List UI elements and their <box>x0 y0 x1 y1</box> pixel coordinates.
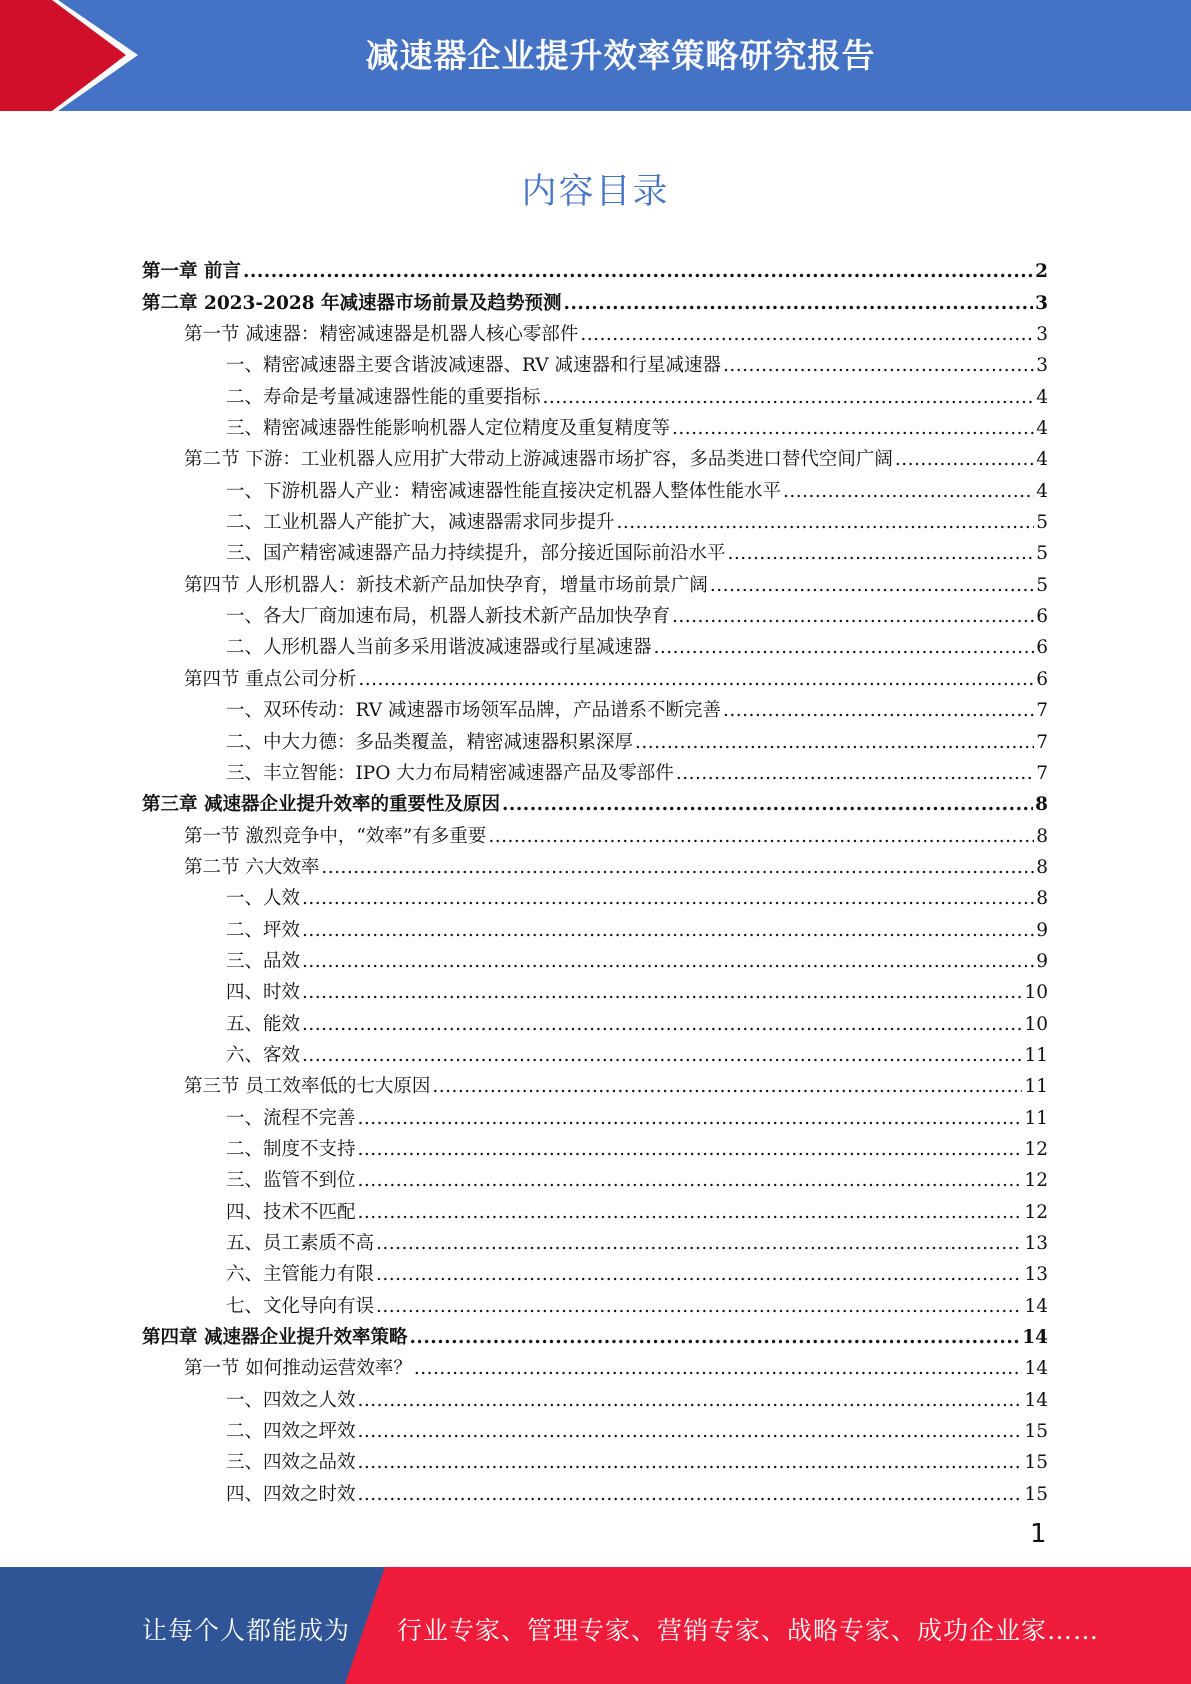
toc-entry[interactable] <box>142 1099 1048 1130</box>
toc-entry[interactable] <box>142 253 1048 284</box>
toc-entry-label: 一、双环传动：RV 减速器市场领军品牌，产品谱系不断完善 <box>226 700 722 722</box>
toc-leader-dots <box>358 1451 1023 1475</box>
toc-entry-label: 一、人效 <box>226 888 301 910</box>
toc-entry[interactable] <box>142 1162 1048 1193</box>
toc-entry[interactable] <box>142 1225 1048 1256</box>
toc-leader-dots <box>302 1044 1022 1068</box>
toc-entry-page: 11 <box>1024 1044 1048 1066</box>
toc-entry-label: 第四节 重点公司分析 <box>184 668 357 690</box>
toc-entry-label: 一、流程不完善 <box>226 1107 356 1129</box>
toc-entry-page: 9 <box>1036 950 1048 972</box>
toc-leader-dots <box>302 1013 1022 1037</box>
toc-entry[interactable] <box>142 849 1048 880</box>
toc-entry-label: 二、坪效 <box>226 919 301 941</box>
toc-leader-dots <box>543 386 1035 410</box>
toc-entry-page: 5 <box>1036 574 1048 596</box>
footer-slogan-right: 行业专家、管理专家、营销专家、战略专家、成功企业家…… <box>397 1616 1100 1645</box>
toc-entry[interactable] <box>142 629 1048 660</box>
toc-entry[interactable] <box>142 1005 1048 1036</box>
toc-entry-label: 二、工业机器人产能扩大，减速器需求同步提升 <box>226 512 615 534</box>
toc-entry-page: 7 <box>1036 731 1048 753</box>
toc-entry-label: 二、四效之坪效 <box>226 1421 356 1443</box>
toc-entry-label: 一、各大厂商加速布局，机器人新技术新产品加快孕育 <box>226 606 671 628</box>
toc-entry-label: 三、监管不到位 <box>226 1170 356 1192</box>
toc-entry-page: 10 <box>1024 1013 1048 1035</box>
toc-entry-page: 3 <box>1036 324 1048 346</box>
toc-leader-dots <box>488 825 1034 849</box>
toc-leader-dots <box>502 793 1033 817</box>
toc-entry-label: 第二章 2023-2028 年减速器市场前景及趋势预测 <box>142 292 562 314</box>
toc-entry[interactable] <box>142 943 1048 974</box>
toc-entry-label: 一、四效之人效 <box>226 1389 356 1411</box>
toc-leader-dots <box>302 950 1034 974</box>
toc-entry[interactable] <box>142 1319 1048 1350</box>
toc-entry-label: 三、国产精密减速器产品力持续提升，部分接近国际前沿水平 <box>226 543 726 565</box>
toc-entry-page: 6 <box>1036 606 1048 628</box>
toc-entry[interactable] <box>142 410 1048 441</box>
toc-entry[interactable] <box>142 1193 1048 1224</box>
toc-entry[interactable] <box>142 598 1048 629</box>
toc-entry-page: 6 <box>1036 637 1048 659</box>
toc-entry-label: 三、丰立智能：IPO 大力布局精密减速器产品及零部件 <box>226 762 674 784</box>
toc-entry[interactable] <box>142 316 1048 347</box>
toc-entry-page: 4 <box>1036 386 1048 408</box>
toc-entry-page: 8 <box>1036 825 1048 847</box>
toc-leader-dots <box>302 887 1034 911</box>
toc-leader-dots <box>723 699 1034 723</box>
toc-entry-page: 15 <box>1024 1421 1048 1443</box>
toc-entry[interactable] <box>142 566 1048 597</box>
toc-entry-page: 3 <box>1036 355 1048 377</box>
toc-entry-label: 一、精密减速器主要含谐波减速器、RV 减速器和行星减速器 <box>226 355 722 377</box>
toc-heading: 内容目录 <box>521 172 670 212</box>
footer-slogan-left: 让每个人都能成为 <box>142 1616 351 1645</box>
toc-entry[interactable] <box>142 911 1048 942</box>
toc-entry-label: 二、寿命是考量减速器性能的重要指标 <box>226 386 541 408</box>
footer-banner <box>0 1567 1191 1684</box>
toc-entry-label: 五、能效 <box>226 1013 301 1035</box>
toc-entry[interactable] <box>142 974 1048 1005</box>
toc-entry[interactable] <box>142 1256 1048 1287</box>
toc-leader-dots <box>564 292 1034 316</box>
toc-entry[interactable] <box>142 441 1048 472</box>
toc-entry-page: 3 <box>1035 292 1048 314</box>
toc-entry[interactable] <box>142 504 1048 535</box>
toc-entry-page: 15 <box>1024 1452 1048 1474</box>
toc-entry-page: 9 <box>1036 919 1048 941</box>
toc-entry[interactable] <box>142 347 1048 378</box>
toc-entry-page: 10 <box>1024 982 1048 1004</box>
toc-leader-dots <box>617 511 1035 535</box>
toc-entry-label: 第一节 减速器：精密减速器是机器人核心零部件 <box>184 324 579 346</box>
toc-entry-page: 8 <box>1036 888 1048 910</box>
toc-entry-label: 第一节 激烈竞争中，“效率”有多重要 <box>184 825 487 847</box>
toc-leader-dots <box>672 605 1034 629</box>
toc-entry-label: 二、中大力德：多品类覆盖，精密减速器积累深厚 <box>226 731 634 753</box>
toc-entry[interactable] <box>142 1413 1048 1444</box>
toc-entry[interactable] <box>142 1037 1048 1068</box>
toc-entry-label: 四、技术不匹配 <box>226 1201 356 1223</box>
toc-entry-page: 11 <box>1024 1107 1048 1129</box>
page-number: 1 <box>1030 1519 1047 1549</box>
toc-leader-dots <box>358 1389 1023 1413</box>
toc-entry-label: 六、主管能力有限 <box>226 1264 375 1286</box>
toc-entry-page: 11 <box>1024 1076 1048 1098</box>
toc-entry-page: 12 <box>1024 1201 1048 1223</box>
toc-leader-dots <box>672 417 1034 441</box>
toc-entry-page: 4 <box>1036 418 1048 440</box>
toc-entry-page: 7 <box>1036 700 1048 722</box>
toc-entry[interactable] <box>142 378 1048 409</box>
toc-entry[interactable] <box>142 1350 1048 1381</box>
toc-leader-dots <box>895 448 1034 472</box>
toc-entry[interactable] <box>142 880 1048 911</box>
toc-entry-label: 一、下游机器人产业：精密减速器性能直接决定机器人整体性能水平 <box>226 480 782 502</box>
toc-leader-dots <box>358 1107 1023 1131</box>
toc-leader-dots <box>414 1357 1023 1381</box>
toc-leader-dots <box>409 1326 1020 1350</box>
toc-leader-dots <box>302 981 1022 1005</box>
toc-entry-label: 二、制度不支持 <box>226 1138 356 1160</box>
toc-entry[interactable] <box>142 692 1048 723</box>
toc-entry[interactable] <box>142 1287 1048 1318</box>
toc-entry[interactable] <box>142 723 1048 754</box>
toc-entry[interactable] <box>142 786 1048 817</box>
toc-entry-label: 第二节 六大效率 <box>184 856 320 878</box>
toc-leader-dots <box>358 1138 1023 1162</box>
toc-leader-dots <box>783 480 1034 504</box>
toc-entry-page: 12 <box>1024 1170 1048 1192</box>
toc-entry-label: 七、文化导向有误 <box>226 1295 375 1317</box>
toc-entry-label: 第三节 员工效率低的七大原因 <box>184 1076 431 1098</box>
toc-entry-page: 14 <box>1024 1389 1048 1411</box>
toc-entry-label: 五、员工素质不高 <box>226 1233 375 1254</box>
toc-leader-dots <box>376 1263 1022 1287</box>
toc-entry-page: 6 <box>1036 668 1048 690</box>
toc-entry-page: 15 <box>1024 1483 1048 1505</box>
toc-leader-dots <box>635 731 1034 755</box>
toc-entry-label: 二、人形机器人当前多采用谐波减速器或行星减速器 <box>226 637 652 659</box>
toc-entry-label: 第一节 如何推动运营效率？ <box>184 1358 412 1380</box>
toc-leader-dots <box>376 1295 1022 1319</box>
toc-entry-label: 第三章 减速器企业提升效率的重要性及原因 <box>142 794 500 816</box>
toc-entry-label: 第二节 下游：工业机器人应用扩大带动上游减速器市场扩容，多品类进口替代空间广阔 <box>184 449 893 471</box>
toc-entry-page: 14 <box>1022 1327 1048 1349</box>
toc-leader-dots <box>358 1483 1023 1507</box>
toc-entry-label: 六、客效 <box>226 1044 301 1066</box>
toc-entry-page: 13 <box>1024 1233 1048 1254</box>
toc-leader-dots <box>358 668 1034 692</box>
toc-entry[interactable] <box>142 1068 1048 1099</box>
toc-entry-page: 4 <box>1036 449 1048 471</box>
toc-leader-dots <box>321 856 1034 880</box>
toc-entry-page: 14 <box>1024 1295 1048 1317</box>
toc-entry-page: 7 <box>1036 762 1048 784</box>
toc-entry-label: 四、时效 <box>226 982 301 1004</box>
toc-entry[interactable] <box>142 660 1048 691</box>
toc-leader-dots <box>710 574 1034 598</box>
report-header-banner <box>0 0 1191 111</box>
toc-entry-page: 5 <box>1036 512 1048 534</box>
toc-leader-dots <box>728 542 1035 566</box>
toc-leader-dots <box>358 1420 1023 1444</box>
toc-entry-label: 三、品效 <box>226 950 301 972</box>
toc-entry[interactable] <box>142 755 1048 786</box>
toc-leader-dots <box>432 1075 1022 1099</box>
toc-leader-dots <box>376 1232 1022 1256</box>
toc-entry[interactable] <box>142 1444 1048 1475</box>
toc-leader-dots <box>358 1169 1023 1193</box>
table-of-contents <box>142 253 1048 1507</box>
toc-entry-label: 四、四效之时效 <box>226 1483 356 1505</box>
toc-leader-dots <box>358 1201 1023 1225</box>
toc-leader-dots <box>243 260 1033 284</box>
toc-leader-dots <box>723 354 1034 378</box>
toc-leader-dots <box>654 636 1035 660</box>
toc-entry-page: 14 <box>1024 1358 1048 1380</box>
toc-entry-label: 第四节 人形机器人：新技术新产品加快孕育，增量市场前景广阔 <box>184 574 708 596</box>
toc-entry-page: 4 <box>1036 480 1048 502</box>
toc-entry[interactable] <box>142 817 1048 848</box>
toc-leader-dots <box>302 919 1034 943</box>
toc-entry[interactable] <box>142 535 1048 566</box>
toc-entry-label: 三、四效之品效 <box>226 1452 356 1474</box>
toc-entry[interactable] <box>142 472 1048 503</box>
toc-entry[interactable] <box>142 1475 1048 1506</box>
toc-entry-page: 8 <box>1036 856 1048 878</box>
toc-leader-dots <box>580 323 1034 347</box>
toc-entry[interactable] <box>142 284 1048 315</box>
toc-entry-label: 三、精密减速器性能影响机器人定位精度及重复精度等 <box>226 418 671 440</box>
toc-entry-page: 8 <box>1035 794 1048 816</box>
report-title: 减速器企业提升效率策略研究报告 <box>365 36 876 75</box>
toc-entry[interactable] <box>142 1381 1048 1412</box>
toc-entry-label: 第一章 前言 <box>142 261 241 283</box>
toc-leader-dots <box>676 762 1034 786</box>
toc-entry-page: 5 <box>1036 543 1048 565</box>
toc-entry-label: 第四章 减速器企业提升效率策略 <box>142 1327 408 1349</box>
toc-entry-page: 13 <box>1024 1264 1048 1286</box>
toc-entry-page: 2 <box>1035 261 1048 283</box>
toc-entry[interactable] <box>142 1131 1048 1162</box>
toc-entry-page: 12 <box>1024 1138 1048 1160</box>
